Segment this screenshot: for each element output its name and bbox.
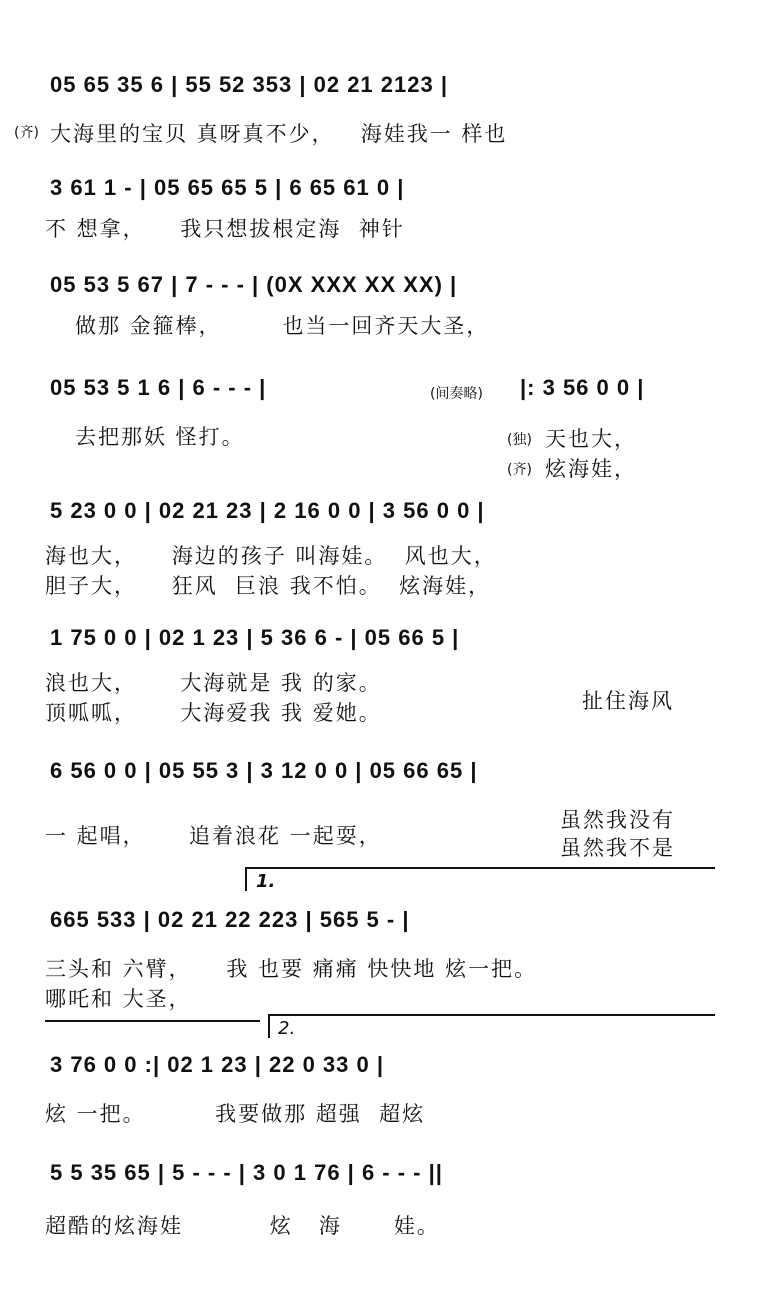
lyrics-line: 大海里的宝贝 真呀真不少， 海娃我一 样也 (50, 122, 508, 146)
side-lyric: 扯住海风 (582, 689, 674, 713)
numbered-notes: 05 53 5 67 | 7 - - - | (0X XXX XX XX) | (50, 272, 458, 297)
chorus-lyric: 炫海娃， (545, 457, 637, 481)
lyrics-line: 一 起唱， 追着浪花 一起耍， (45, 824, 382, 848)
lyrics-line: 炫 一把。 我要做那 超强 超炫 (45, 1102, 426, 1126)
lyrics-verse-1: 海也大， 海边的孩子 叫海娃。 风也大， (45, 544, 497, 568)
numbered-notes: 05 65 35 6 | 55 52 353 | 02 21 2123 | (50, 72, 448, 97)
numbered-notes: 3 61 1 - | 05 65 65 5 | 6 65 61 0 | (50, 175, 405, 200)
volta-label-1: 1. (256, 871, 276, 892)
numbered-notes: 665 533 | 02 21 22 223 | 565 5 - | (50, 907, 410, 932)
numbered-notes: 05 53 5 1 6 | 6 - - - | (50, 375, 267, 400)
solo-lyric: 天也大， (545, 427, 637, 451)
volta-bracket-left (268, 1014, 270, 1038)
volta-label-2: 2. (278, 1018, 296, 1039)
repeat-start-notes: |: 3 56 0 0 | (520, 375, 645, 400)
volta-bracket-end-line (45, 1020, 260, 1022)
interlude-omitted-label: (间奏略) (430, 386, 483, 402)
volta-bracket-left (245, 867, 247, 891)
lyrics-verse-2: 哪吒和 大圣， (45, 987, 192, 1011)
lyrics-verse-1: 浪也大， 大海就是 我 的家。 (45, 671, 382, 695)
numbered-notes: 5 23 0 0 | 02 21 23 | 2 16 0 0 | 3 56 0 0 | (50, 498, 485, 523)
side-lyric-verse-2: 虽然我不是 (560, 836, 675, 860)
numbered-notes: 6 56 0 0 | 05 55 3 | 3 12 0 0 | 05 66 65 | (50, 758, 478, 783)
lyrics-line: 不 想拿， 我只想拔根定海 神针 (45, 217, 405, 241)
lyrics-line: 做那 金箍棒， 也当一回齐天大圣， (75, 314, 490, 338)
solo-marker: (独) (507, 432, 532, 448)
lyrics-verse-2: 顶呱呱， 大海爱我 我 爱她。 (45, 701, 382, 725)
side-lyric-verse-1: 虽然我没有 (560, 808, 675, 832)
numbered-notes: 3 76 0 0 :| 02 1 23 | 22 0 33 0 | (50, 1052, 385, 1077)
lyrics-verse-2: 胆子大， 狂风 巨浪 我不怕。 炫海娃， (45, 574, 492, 598)
numbered-notes: 1 75 0 0 | 02 1 23 | 5 36 6 - | 05 66 5 | (50, 625, 460, 650)
chorus-marker: (齐) (507, 462, 532, 478)
lyrics-line: 超酷的炫海娃 炫 海 娃。 (45, 1214, 440, 1238)
numbered-notes: 5 5 35 65 | 5 - - - | 3 0 1 76 | 6 - - - || (50, 1160, 443, 1185)
lyrics-line: 去把那妖 怪打。 (75, 425, 245, 449)
volta-bracket-2 (268, 1014, 715, 1016)
volta-bracket-1 (245, 867, 715, 869)
chorus-marker: (齐) (14, 125, 39, 141)
lyrics-verse-1: 三头和 六臂， 我 也要 痛痛 快快地 炫一把。 (45, 957, 538, 981)
